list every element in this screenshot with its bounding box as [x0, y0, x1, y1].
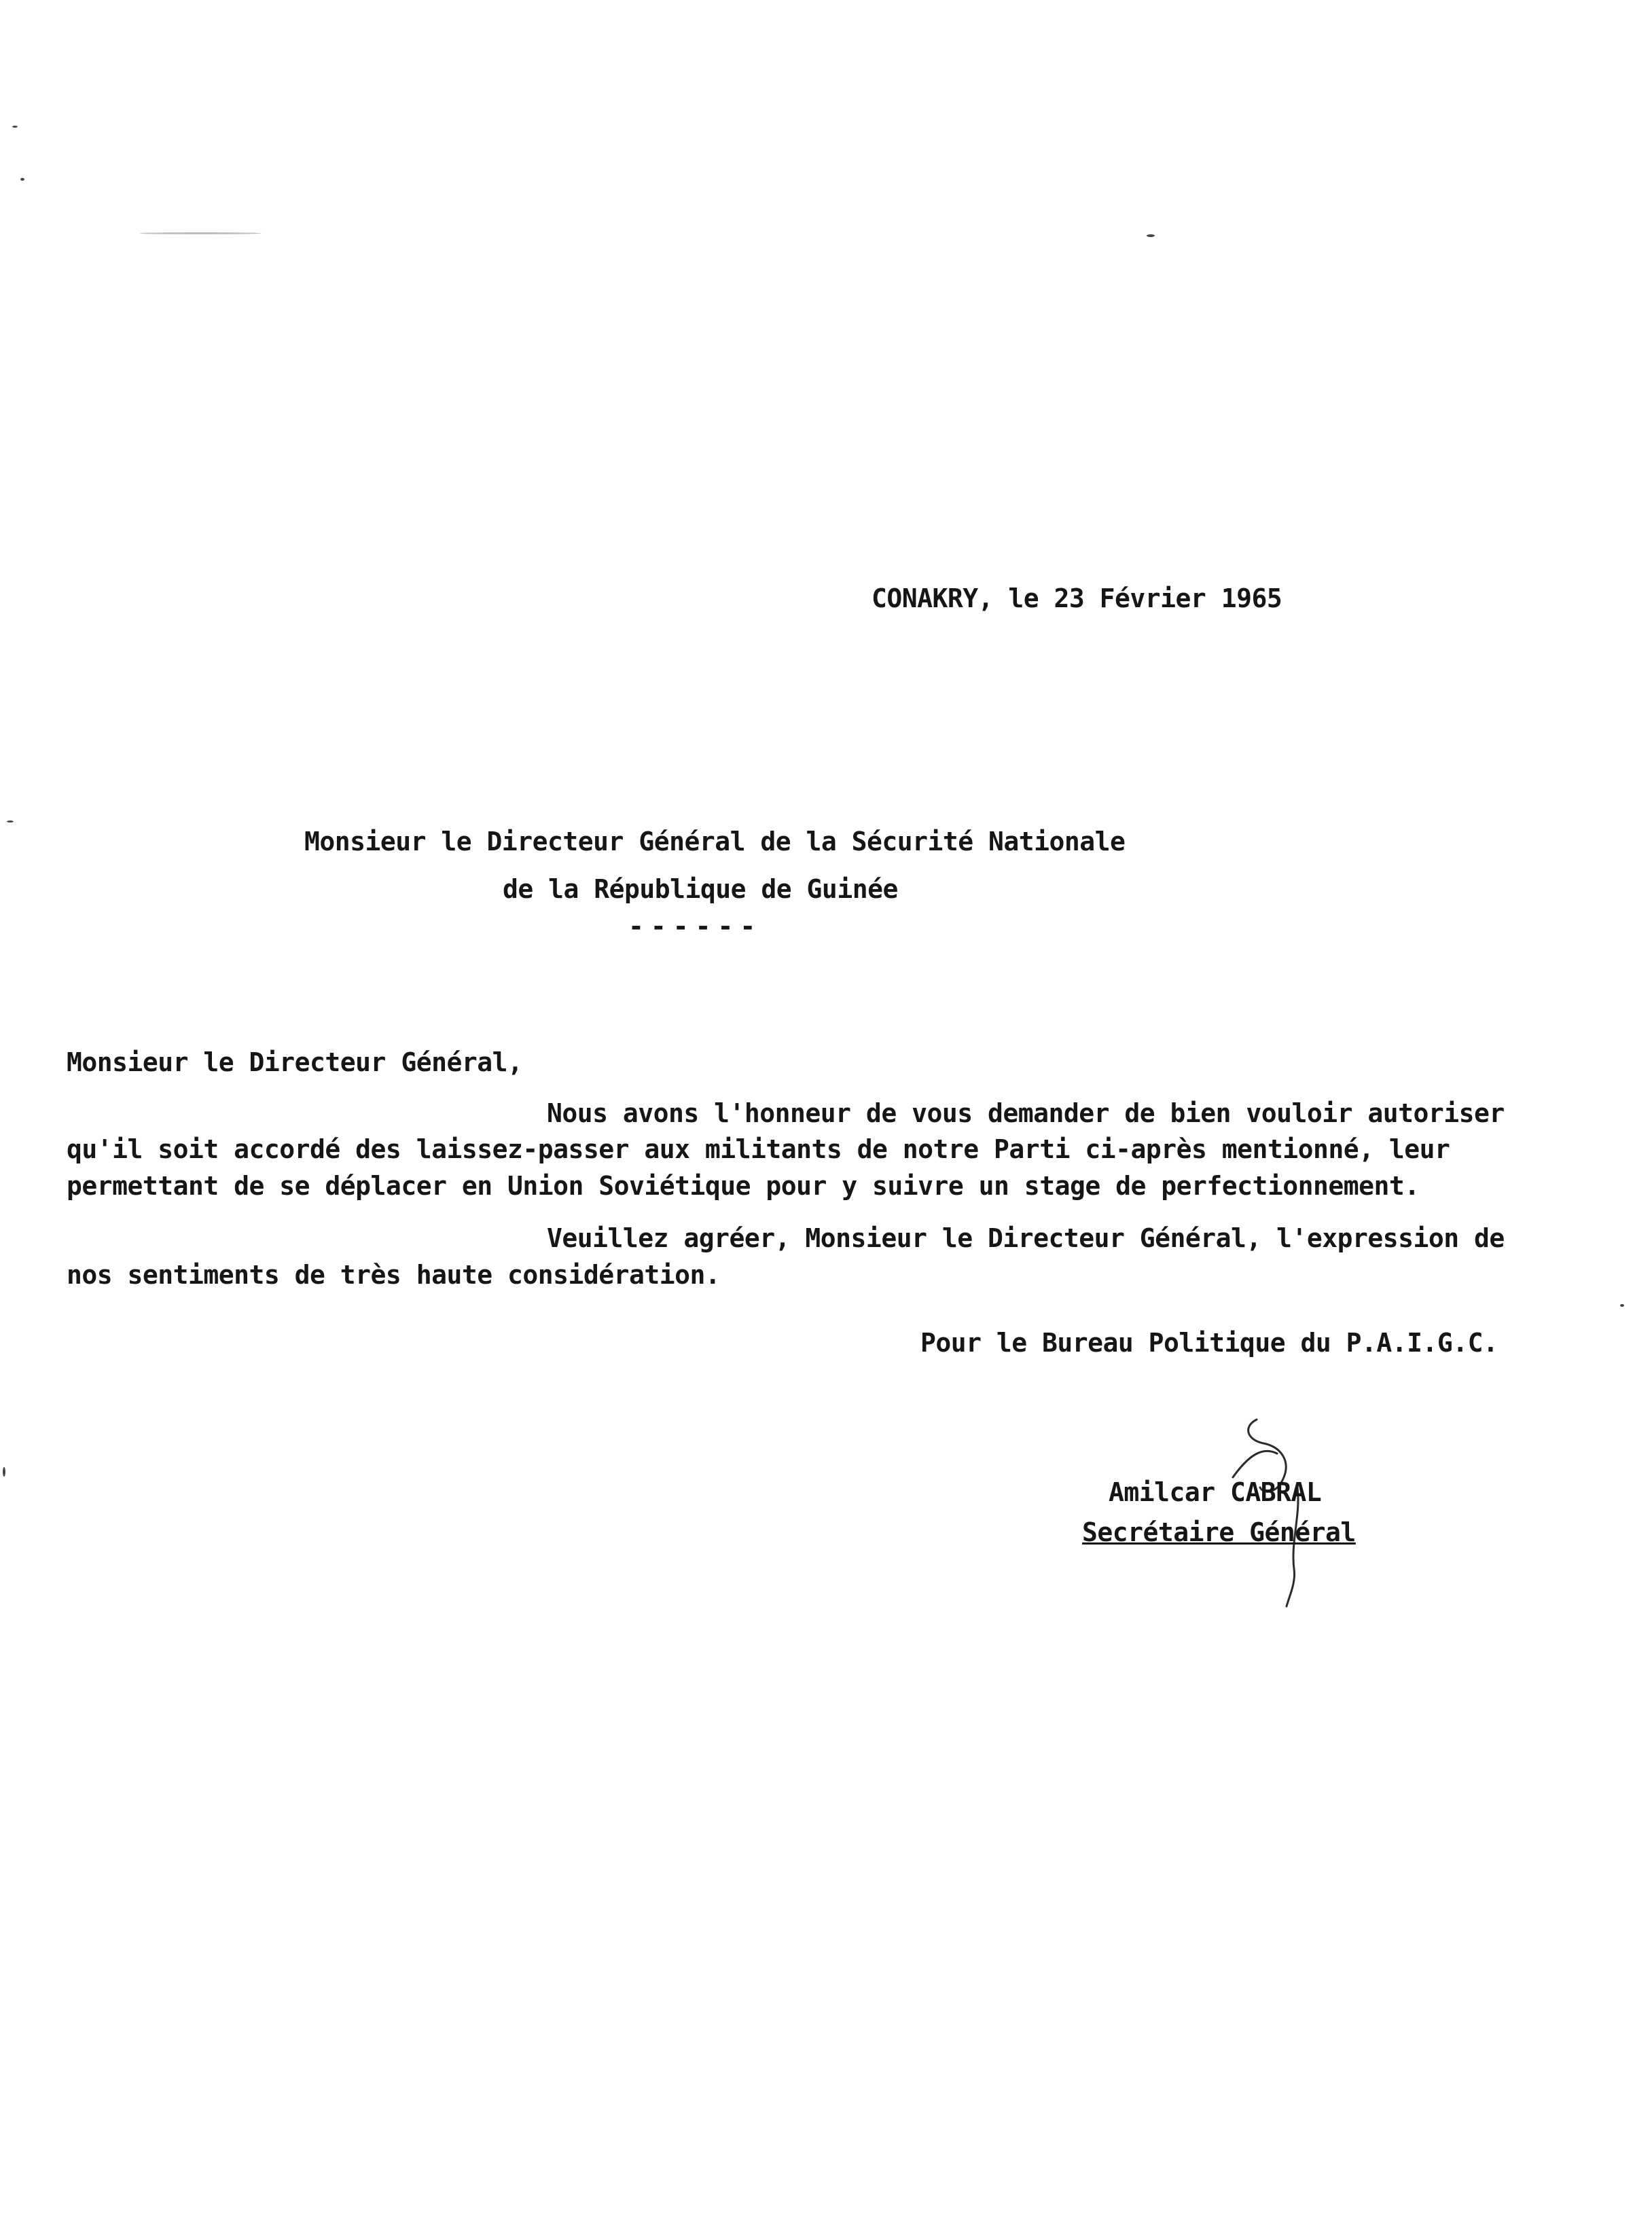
paragraph-2-line-2: nos sentiments de très haute considération.: [67, 1260, 721, 1290]
paragraph-1-line-2: qu'il soit accordé des laissez-passer aux militants de notre Parti ci-après mentionné, leur: [67, 1134, 1450, 1164]
closing-line: Pour le Bureau Politique du P.A.I.G.C.: [920, 1328, 1498, 1358]
scan-speck: [3, 1467, 5, 1477]
recipient-line-2: de la République de Guinée: [503, 874, 898, 904]
scan-speck: [1620, 1304, 1624, 1307]
handwritten-signature: [1216, 1413, 1352, 1617]
scan-speck: [20, 178, 24, 181]
recipient-line-1: Monsieur le Directeur Général de la Sécurité Nationale: [304, 827, 1126, 856]
paragraph-1-line-1: Nous avons l'honneur de vous demander de bien vouloir autoriser: [547, 1098, 1505, 1128]
date-line: CONAKRY, le 23 Février 1965: [872, 583, 1282, 613]
signatory-name: Amilcar CABRAL: [1109, 1477, 1322, 1507]
scan-speck: [7, 820, 14, 823]
scan-speck: [12, 126, 18, 128]
scan-speck: [139, 232, 262, 234]
salutation: Monsieur le Directeur Général,: [67, 1047, 523, 1077]
paragraph-1-line-3: permettant de se déplacer en Union Soviétique pour y suivre un stage de perfectionnement.: [67, 1171, 1420, 1201]
scan-speck: [1147, 234, 1155, 237]
paragraph-2-line-1: Veuillez agréer, Monsieur le Directeur Général, l'expression de: [547, 1223, 1505, 1253]
signatory-title: Secrétaire Général: [1082, 1517, 1356, 1547]
separator-dashes: ------: [628, 911, 763, 941]
